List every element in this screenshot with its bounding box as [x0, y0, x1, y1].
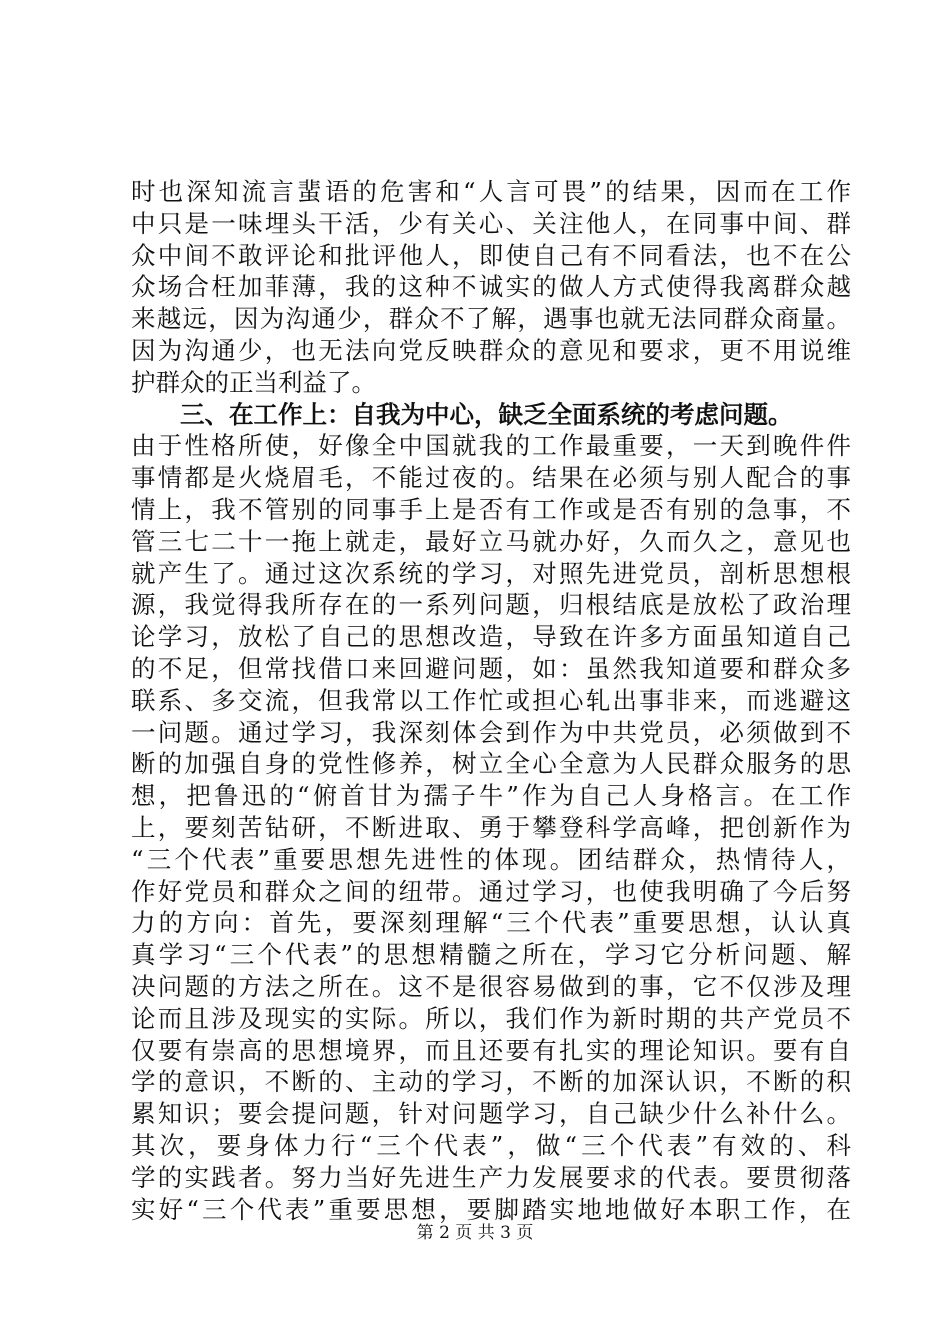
text-line: 其次，要身体力行“三个代表”，做“三个代表”有效的、科	[131, 1130, 851, 1160]
text-line: 真学习“三个代表”的思想精髓之所在，学习它分析问题、解	[131, 940, 851, 970]
text-line: 就产生了。通过这次系统的学习，对照先进党员，剖析思想根	[131, 558, 851, 588]
text-line: 学的意识，不断的、主动的学习，不断的加深认识，不断的积	[131, 1067, 851, 1097]
text-line: 仅要有崇高的思想境界，而且还要有扎实的理论知识。要有自	[131, 1035, 851, 1065]
text-line: “三个代表”重要思想先进性的体现。团结群众，热情待人，	[131, 844, 851, 874]
text-line: 时也深知流言蜚语的危害和“人言可畏”的结果，因而在工作	[131, 177, 851, 206]
text-line: 上，要刻苦钻研，不断进取、勇于攀登科学高峰，把创新作为	[131, 812, 851, 842]
text-line: 管三七二十一拖上就走，最好立马就办好，久而久之，意见也	[131, 526, 851, 556]
text-line: 来越远，因为沟通少，群众不了解，遇事也就无法同群众商量。	[131, 304, 851, 334]
text-line: 联系、多交流，但我常以工作忙或担心轧出事非来，而逃避这	[131, 685, 851, 715]
text-line: 力的方向：首先，要深刻理解“三个代表”重要思想，认认真	[131, 908, 851, 938]
text-line: 累知识；要会提问题，针对问题学习，自己缺少什么补什么。	[131, 1099, 851, 1129]
text-line: 源，我觉得我所存在的一系列问题，归根结底是放松了政治理	[131, 590, 851, 620]
text-line: 由于性格所使，好像全中国就我的工作最重要，一天到晚件件	[131, 431, 851, 461]
text-line: 想，把鲁迅的“俯首甘为孺子牛”作为自己人身格言。在工作	[131, 781, 851, 811]
text-line: 实好“三个代表”重要思想，要脚踏实地地做好本职工作，在	[131, 1194, 851, 1224]
body-text	[131, 176, 851, 1225]
text-line: 因为沟通少，也无法向党反映群众的意见和要求，更不用说维	[131, 335, 851, 365]
text-line: 决问题的方法之所在。这不是很容易做到的事，它不仅涉及理	[131, 971, 851, 1001]
text-line: 学的实践者。努力当好先进生产力发展要求的代表。要贯彻落	[131, 1162, 851, 1192]
text-line: 论学习，放松了自己的思想改造，导致在许多方面虽知道自己	[131, 622, 851, 652]
text-line: 事情都是火烧眉毛，不能过夜的。结果在必须与别人配合的事	[131, 463, 851, 493]
text-line: 断的加强自身的党性修养，树立全心全意为人民群众服务的思	[131, 749, 851, 779]
text-line: 中只是一味埋头干活，少有关心、关注他人，在同事中间、群	[131, 208, 851, 238]
page-number-footer: 第 2 页 共 3 页	[416, 1223, 534, 1243]
text-line: 众中间不敢评论和批评他人，即使自己有不同看法，也不在公	[131, 240, 851, 270]
text-line: 众场合枉加菲薄，我的这种不诚实的做人方式使得我离群众越	[131, 272, 851, 302]
text-line: 的不足，但常找借口来回避问题，如：虽然我知道要和群众多	[131, 653, 851, 683]
text-line: 护群众的正当利益了。	[131, 367, 376, 397]
text-line: 一问题。通过学习，我深刻体会到作为中共党员，必须做到不	[131, 717, 851, 747]
text-line: 作好党员和群众之间的纽带。通过学习，也使我明确了今后努	[131, 876, 851, 906]
section-heading: 三、在工作上：自我为中心，缺乏全面系统的考虑问题。	[180, 399, 793, 429]
text-line: 情上，我不管别的同事手上是否有工作或是否有别的急事，不	[131, 494, 851, 524]
text-line: 论而且涉及现实的实际。所以，我们作为新时期的共产党员不	[131, 1003, 851, 1033]
